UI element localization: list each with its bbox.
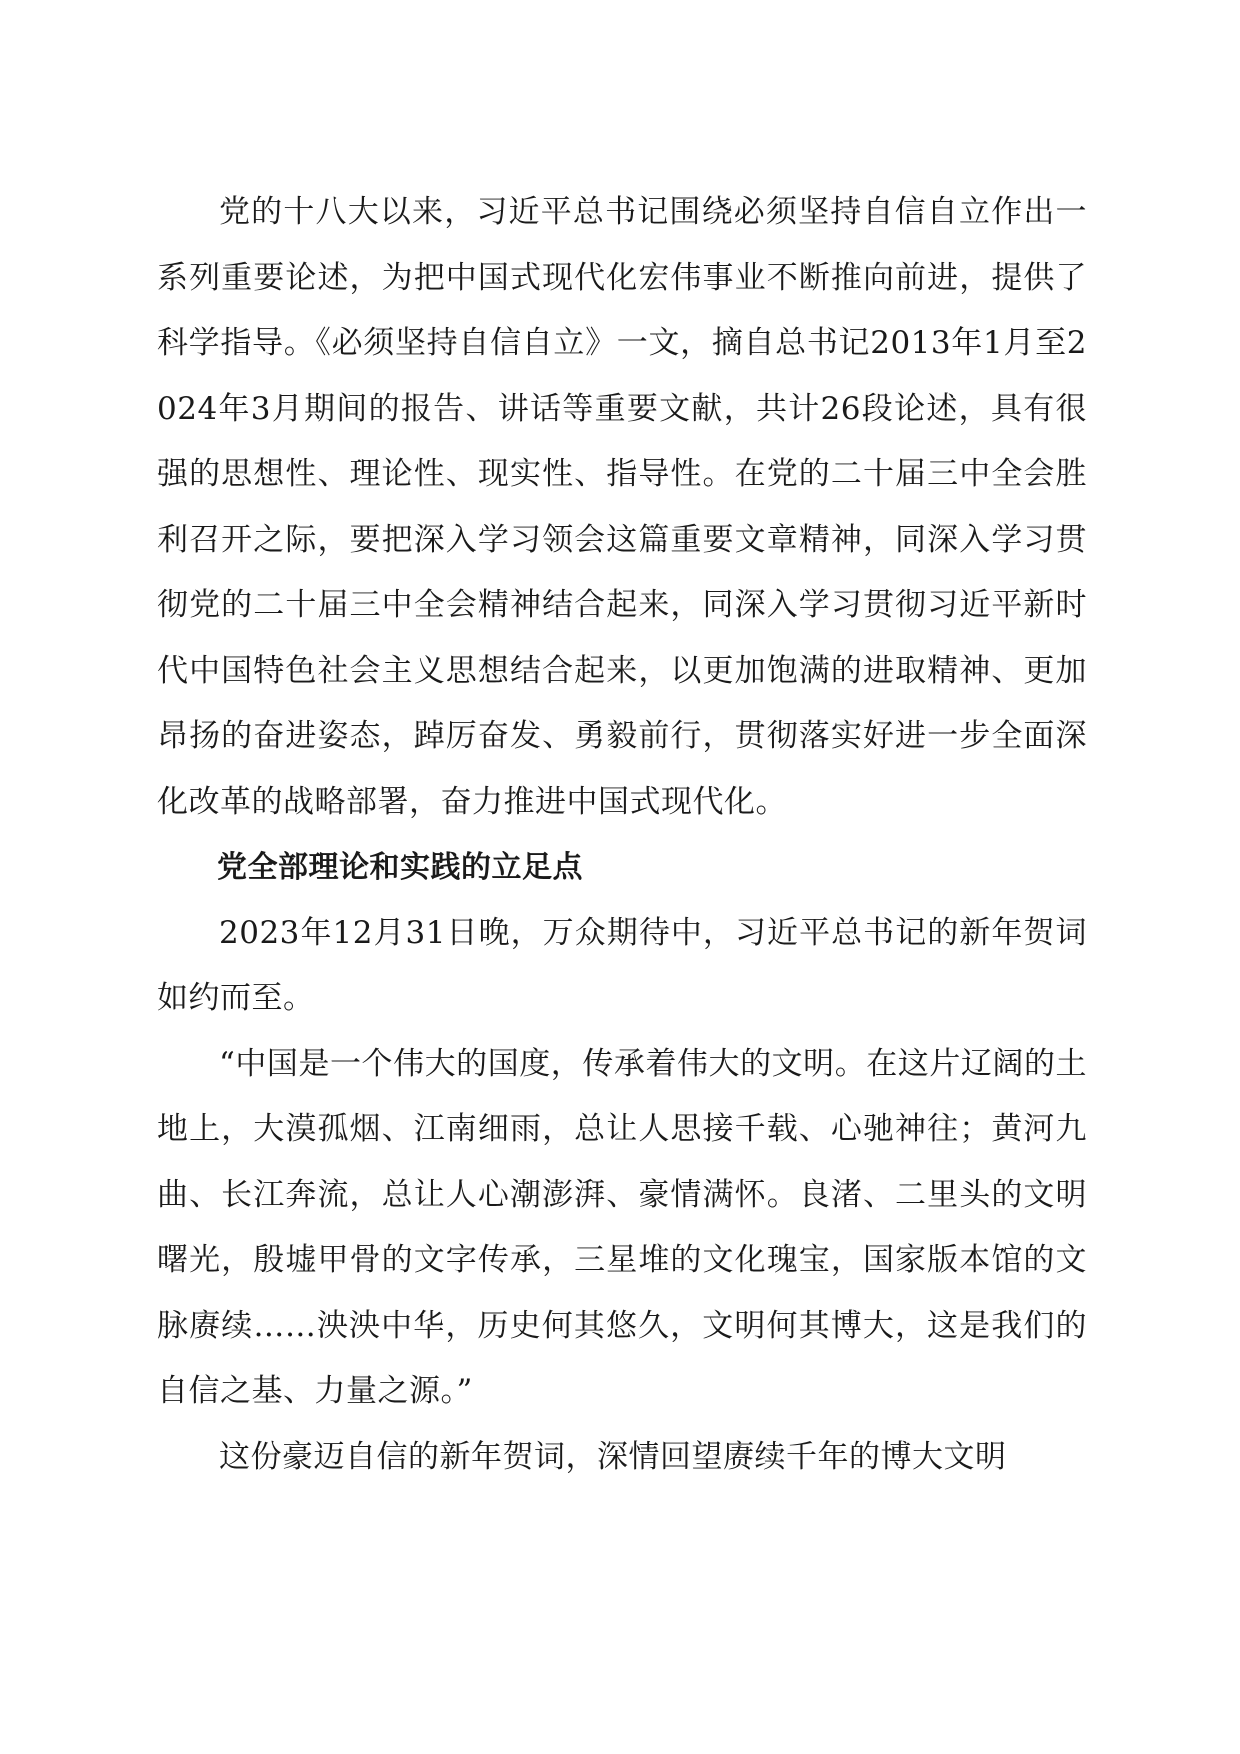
section-paragraph-3: 这份豪迈自信的新年贺词，深情回望赓续千年的博大文明 bbox=[219, 1438, 1007, 1475]
document-body bbox=[157, 180, 1087, 1490]
section-heading: 党全部理论和实践的立足点 bbox=[217, 850, 583, 885]
section-paragraph-1: 2023年12月31日晚，万众期待中，习近平总书记的新年贺词如约而至。 bbox=[157, 914, 1087, 1016]
section-paragraph-2: “中国是一个伟大的国度，传承着伟大的文明。在这片辽阔的土地上，大漠孤烟、江南细雨，总让人思接千载、心驰神往；黄河九曲、长江奔流，总让人心潮澎湃、豪情满怀。良渚、二里头的文明曙光，殷墟甲骨的文字传承，三星堆的文化瑰宝，国家版本馆的文脉赓续……泱泱中华，历史何其悠久，文明何其博大，这是我们的自信之基、力量之源。” bbox=[157, 1045, 1087, 1409]
intro-paragraph: 党的十八大以来，习近平总书记围绕必须坚持自信自立作出一系列重要论述，为把中国式现代化宏伟事业不断推向前进，提供了科学指导。《必须坚持自信自立》一文，摘自总书记2013年1月至2024年3月期间的报告、讲话等重要文献，共计26段论述，具有很强的思想性、理论性、现实性、指导性。在党的二十届三中全会胜利召开之际，要把深入学习领会这篇重要文章精神，同深入学习贯彻党的二十届三中全会精神结合起来，同深入学习贯彻习近平新时代中国特色社会主义思想结合起来，以更加饱满的进取精神、更加昂扬的奋进姿态，踔厉奋发、勇毅前行，贯彻落实好进一步全面深化改革的战略部署，奋力推进中国式现代化。 bbox=[157, 194, 1087, 820]
